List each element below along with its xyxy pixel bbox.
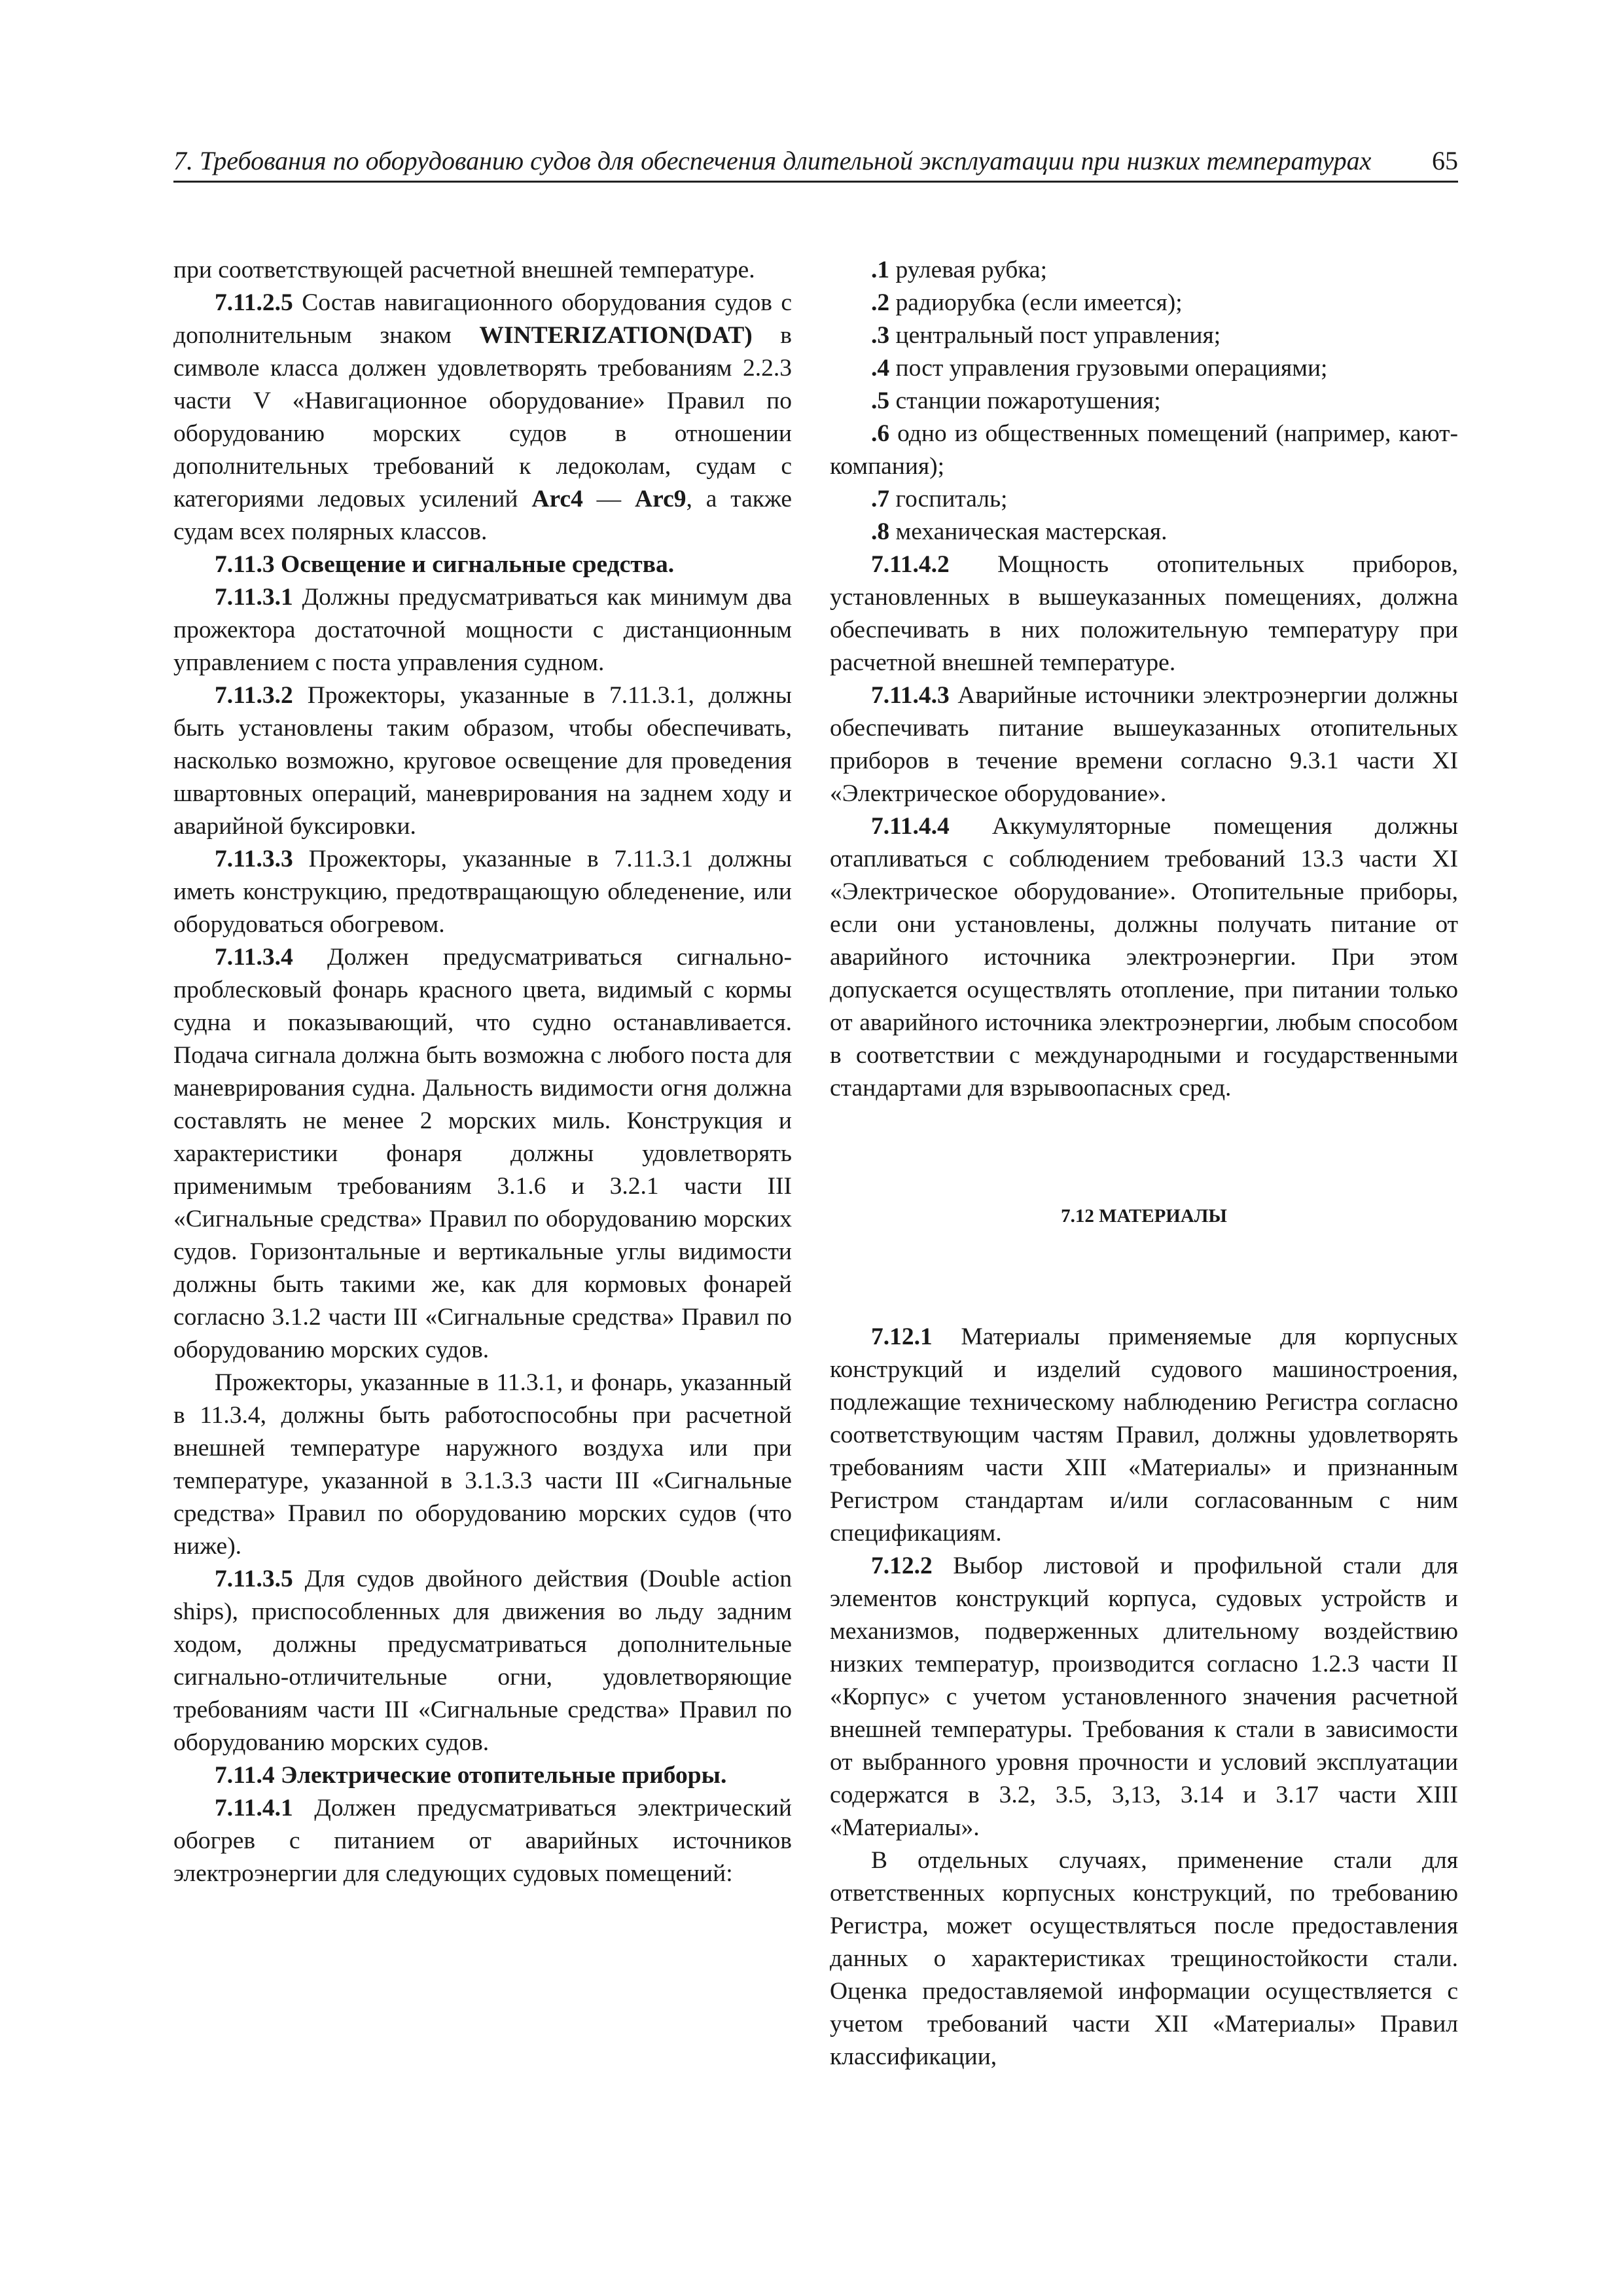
clause-number: 7.11.3.1: [215, 584, 293, 611]
list-item: [830, 418, 1458, 483]
list-number: .4: [871, 355, 890, 382]
list-number: .1: [871, 257, 890, 283]
running-header: [173, 143, 1458, 183]
paragraph-7-11-4-3: [830, 679, 1458, 810]
list-number: .6: [871, 420, 890, 447]
clause-text: , а также судам всех полярных классов.: [173, 486, 793, 545]
clause-text: Должен предусматриваться сигнально-проблесковый фонарь красного цвета, видимый с кормы судна и показывающий, что судно останавливается. Подача сигнала должна быть возможна с любого поста для маневрирования судна. Дальность видимости огня должна составлять не менее 2 морских миль. Конструкция и характеристики фонаря должны удовлетворять применимым требованиям 3.1.6 и 3.2.1 части III «Сигнальные средства» Правил по оборудованию морских судов. Горизонтальные и вертикальные углы видимости должны быть такими же, как для кормовых фонарей согласно 3.1.2 части III «Сигнальные средства» Правил по оборудованию морских судов.: [173, 944, 792, 1363]
clause-number: 7.11.4.3: [871, 682, 950, 709]
clause-text: Для судов двойного действия (Double action ships), приспособленных для движения во льду задним ходом, должны предусматриваться дополнительные сигнально-отличительные огни, удовлетворяющие требованиям части III «Сигнальные средства» Правил по оборудованию морских судов.: [173, 1566, 792, 1756]
list-text: рулевая рубка;: [889, 257, 1048, 283]
list-item: [830, 287, 1458, 319]
clause-text: Аккумуляторные помещения должны отапливаться с соблюдением требований 13.3 части XI «Электрическое оборудование». Отопительные приборы, если они установлены, должны получать питание от аварийного источника электроэнергии. При этом допускается осуществлять отопление, при питании только от аварийного источника электроэнергии, любым способом в соответствии с международными и государственными стандартами для взрывоопасных сред.: [830, 813, 1458, 1102]
class-notation: WINTERIZATION(DAT): [479, 322, 753, 349]
list-text: центральный пост управления;: [889, 322, 1221, 349]
clause-number: 7.11.3.4: [215, 944, 293, 971]
ice-class-arc4: Arc4: [531, 486, 583, 512]
clause-text: Материалы применяемые для корпусных конструкций и изделий судового машиностроения, подлежащие техническому наблюдению Регистра согласно соответствующим частям Правил, должны удовлетворять требованиям части XIII «Материалы» и признанным Регистром стандартам и/или согласованным с ним спецификациям.: [830, 1323, 1458, 1547]
list-number: .3: [871, 322, 890, 349]
list-number: .2: [871, 289, 890, 316]
paragraph-7-11-3-1: [173, 581, 792, 679]
dash: —: [582, 486, 635, 512]
list-number: .7: [871, 486, 890, 512]
list-item: [830, 319, 1458, 352]
subsection-heading-7-11-4: 7.11.4 Электрические отопительные приборы.: [215, 1762, 727, 1789]
clause-number: 7.11.3.5: [215, 1566, 293, 1592]
paragraph-7-12-2: [830, 1550, 1458, 1844]
list-item: [830, 516, 1458, 548]
clause-text: Должен предусматриваться электрический обогрев с питанием от аварийных источников электроэнергии для следующих судовых помещений:: [173, 1795, 792, 1887]
clause-text: Мощность отопительных приборов, установленных в вышеуказанных помещениях, должна обеспечивать в них положительную температуру при расчетной внешней температуре.: [830, 551, 1458, 676]
section-heading-7-12: 7.12 МАТЕРИАЛЫ: [1061, 1206, 1227, 1227]
clause-number: 7.11.3.2: [215, 682, 293, 709]
clause-number: 7.12.2: [871, 1552, 933, 1579]
paragraph-7-12-1: [830, 1321, 1458, 1550]
list-number: .8: [871, 518, 890, 545]
ice-class-arc9: Arc9: [635, 486, 687, 512]
left-column: [173, 254, 792, 1890]
clause-number: 7.11.4.2: [871, 551, 950, 578]
paragraph-7-11-3-5: [173, 1563, 792, 1759]
paragraph-7-11-3-2: [173, 679, 792, 843]
paragraph-7-11-4-2: [830, 548, 1458, 679]
paragraph-7-11-4-1: [173, 1792, 792, 1890]
list-item: [830, 352, 1458, 385]
list-number: .5: [871, 387, 890, 414]
clause-number: 7.11.4.4: [871, 813, 950, 840]
clause-number: 7.11.4.1: [215, 1795, 293, 1821]
paragraph: при соответствующей расчетной внешней температуре.: [173, 257, 755, 283]
right-column: [830, 254, 1458, 2073]
paragraph-7-11-3-3: [173, 843, 792, 941]
clause-text: Прожекторы, указанные в 7.11.3.1, должны быть установлены таким образом, чтобы обеспечивать, насколько возможно, круговое освещение для проведения швартовных операций, маневрирования на заднем ходу и аварийной буксировки.: [173, 682, 792, 840]
clause-text: в символе класса должен удовлетворять требованиям 2.2.3 части V «Навигационное оборудование» Правил по оборудованию морских судов в отношении дополнительных требований к ледоколам, судам с категориями ледовых усилений: [173, 322, 792, 512]
list-text: пост управления грузовыми операциями;: [889, 355, 1328, 382]
list-text: одно из общественных помещений (например, кают-компания);: [830, 420, 1458, 480]
list-item: [830, 254, 1458, 287]
clause-text: Выбор листовой и профильной стали для элементов конструкций корпуса, судовых устройств и механизмов, подверженных длительному воздействию низких температур, производится согласно 1.2.3 части II «Корпус» с учетом установленного значения расчетной внешней температуры. Требования к стали в зависимости от выбранного уровня прочности и условий эксплуатации содержатся в 3.2, 3.5, 3,13, 3.14 и 3.17 части XIII «Материалы».: [830, 1552, 1458, 1841]
list-item: [830, 483, 1458, 516]
paragraph: Прожекторы, указанные в 11.3.1, и фонарь, указанный в 11.3.4, должны быть работоспособны при расчетной внешней температуре наружного воздуха или при температуре, указанной в 3.1.3.3 части III «Сигнальные средства» Правил по оборудованию морских судов (что ниже).: [173, 1369, 792, 1560]
clause-number: 7.11.2.5: [215, 289, 293, 316]
list-item: [830, 385, 1458, 418]
header-title: 7. Требования по оборудованию судов для обеспечения длительной эксплуатации при низких температурах: [173, 146, 1372, 175]
clause-text: Аварийные источники электроэнергии должны обеспечивать питание вышеуказанных отопительных приборов в течение времени согласно 9.3.1 части XI «Электрическое оборудование».: [830, 682, 1458, 807]
list-text: механическая мастерская.: [889, 518, 1168, 545]
paragraph: В отдельных случаях, применение стали для ответственных корпусных конструкций, по требованию Регистра, может осуществляться после предоставления данных о характеристиках трещиностойкости стали. Оценка предоставляемой информации осуществляется с учетом требований части XII «Материалы» Правил классификации,: [830, 1847, 1458, 2070]
paragraph-7-11-2-5: [173, 287, 792, 548]
clause-text: Должны предусматриваться как минимум два прожектора достаточной мощности с дистанционным управлением с поста управления судном.: [173, 584, 792, 676]
list-text: станции пожаротушения;: [889, 387, 1161, 414]
paragraph-7-11-4-4: [830, 810, 1458, 1105]
list-text: госпиталь;: [889, 486, 1008, 512]
list-text: радиорубка (если имеется);: [889, 289, 1183, 316]
clause-number: 7.12.1: [871, 1323, 933, 1350]
page-number: 65: [1432, 146, 1458, 175]
clause-text: Состав навигационного оборудования судов с дополнительным знаком: [173, 289, 792, 349]
clause-text: Прожекторы, указанные в 7.11.3.1 должны иметь конструкцию, предотвращающую обледенение, или оборудоваться обогревом.: [173, 846, 792, 938]
paragraph-7-11-3-4: [173, 941, 792, 1367]
subsection-heading-7-11-3: 7.11.3 Освещение и сигнальные средства.: [215, 551, 675, 578]
clause-number: 7.11.3.3: [215, 846, 293, 872]
